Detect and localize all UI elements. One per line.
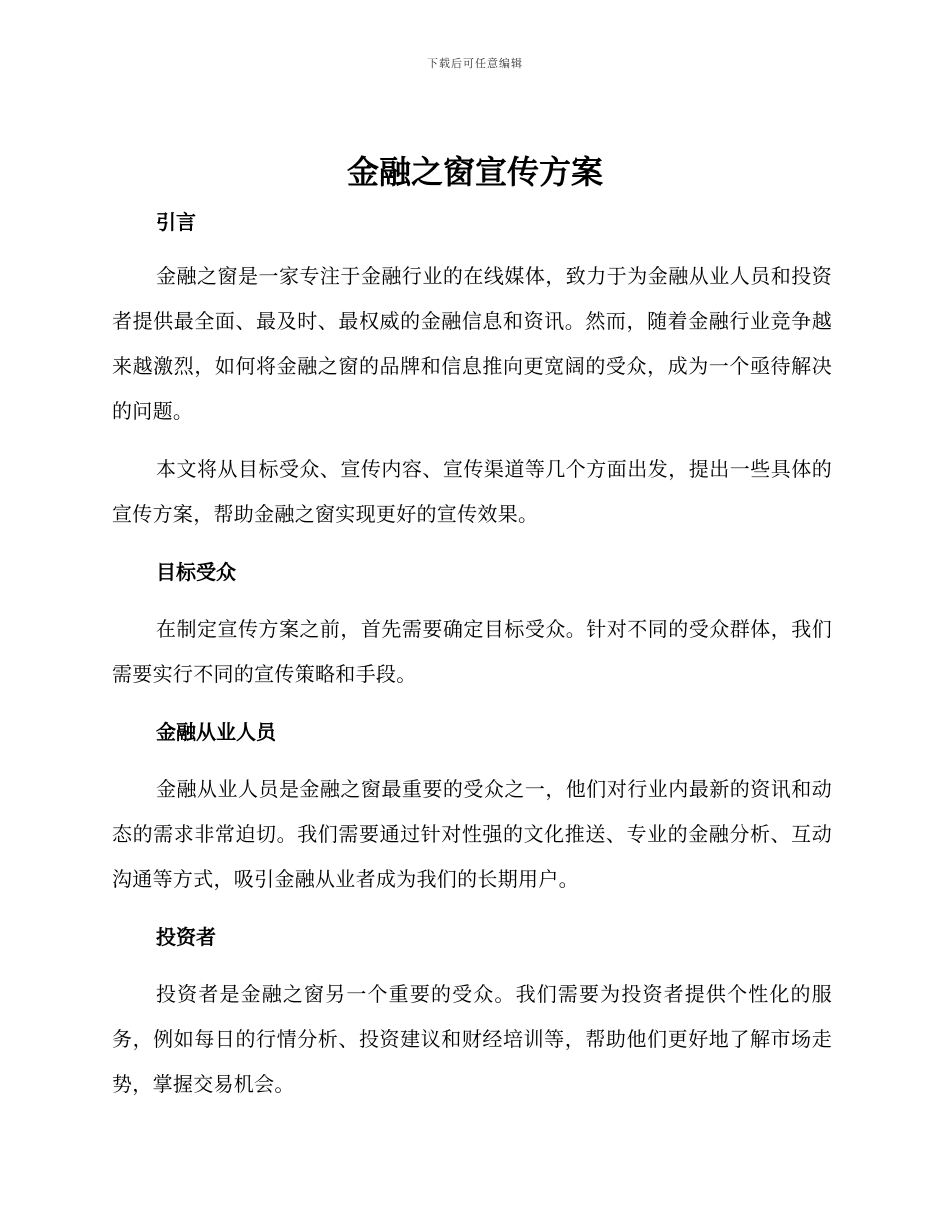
paragraph-target-audience: 在制定宣传方案之前，首先需要确定目标受众。针对不同的受众群体，我们需要实行不同的宣传策略和手段。 <box>112 617 832 686</box>
paragraph-intro-2: 本文将从目标受众、宣传内容、宣传渠道等几个方面出发，提出一些具体的宣传方案，帮助金融之窗实现更好的宣传效果。 <box>112 457 832 526</box>
section-heading-target-audience: 目标受众 <box>156 560 236 584</box>
paragraph-investors: 投资者是金融之窗另一个重要的受众。我们需要为投资者提供个性化的服务，例如每日的行情分析、投资建议和财经培训等，帮助他们更好地了解市场走势，掌握交易机会。 <box>112 982 832 1096</box>
section-heading-intro: 引言 <box>156 210 196 234</box>
paragraph-financial-professionals: 金融从业人员是金融之窗最重要的受众之一，他们对行业内最新的资讯和动态的需求非常迫切。我们需要通过针对性强的文化推送、专业的金融分析、互动沟通等方式，吸引金融从业者成为我们的长期用户。 <box>112 777 832 891</box>
document-body <box>112 200 832 1107</box>
section-heading-investors: 投资者 <box>156 925 216 949</box>
header-note: 下载后可任意编辑 <box>427 57 523 70</box>
document-title: 金融之窗宣传方案 <box>346 153 603 191</box>
paragraph-intro-1: 金融之窗是一家专注于金融行业的在线媒体，致力于为金融从业人员和投资者提供最全面、最及时、最权威的金融信息和资讯。然而，随着金融行业竞争越来越激烈，如何将金融之窗的品牌和信息推向更宽阔的受众，成为一个亟待解决的问题。 <box>112 264 832 423</box>
section-heading-financial-professionals: 金融从业人员 <box>156 720 276 744</box>
